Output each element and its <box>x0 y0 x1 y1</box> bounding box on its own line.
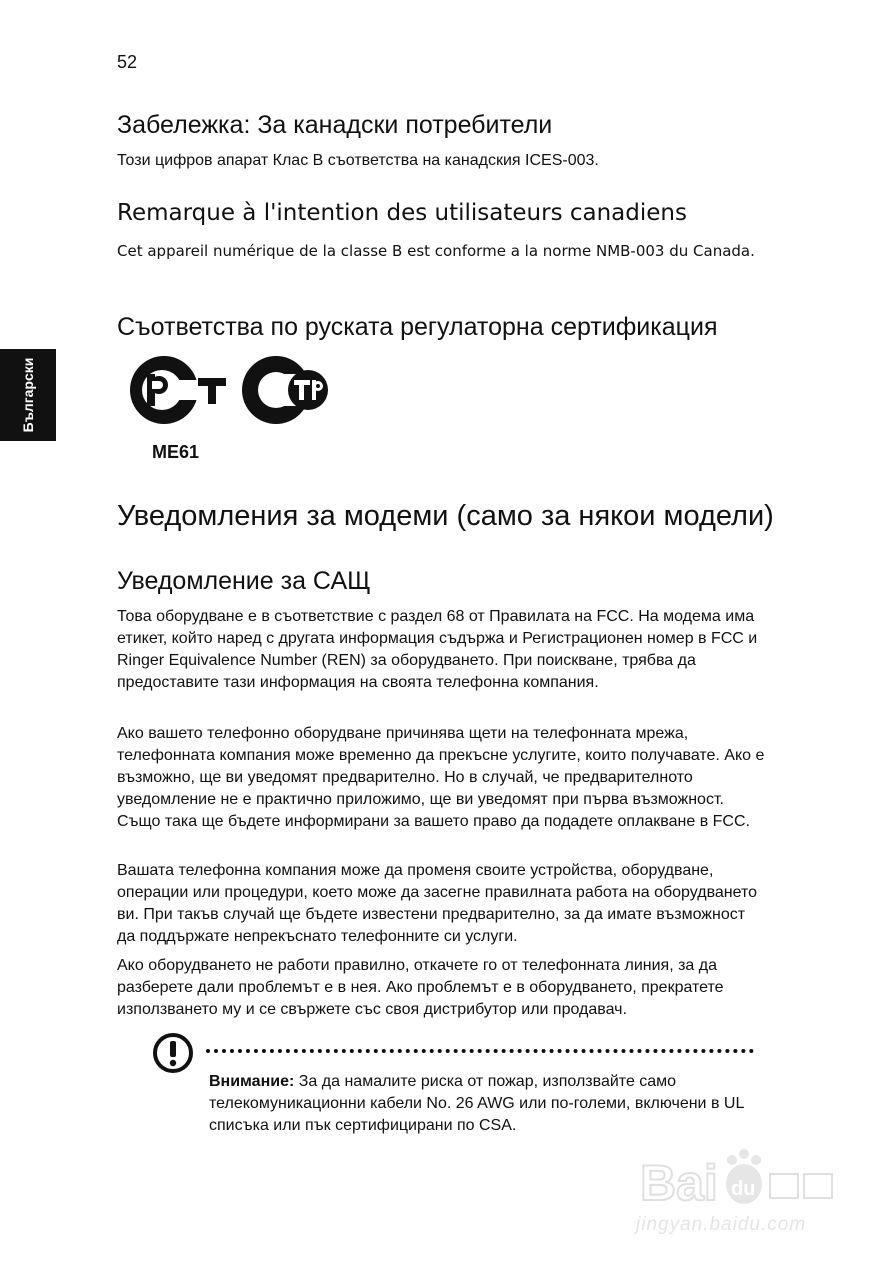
warning-divider <box>206 1049 754 1053</box>
warning-note <box>209 1071 754 1137</box>
usa-paragraph-2: Ако вашето телефонно оборудване причинява щети на телефонната мрежа, телефонната компания може временно да прекъсне услугите, които получавате. Ако е възможно, ще ви уведомят предварително. Но в случай, че предварителното уведомление не е практично приложимо, ще ви уведомят при първа възможност. Също така ще бъдете информирани за вашето право да подадете оплакване в FCC. <box>117 725 765 830</box>
canada-fr-heading: Remarque à l'intention des utilisateurs canadiens <box>117 200 687 226</box>
svg-text:Bai: Bai <box>640 1155 718 1210</box>
warning-icon <box>152 1032 194 1074</box>
side-tab-label: Български <box>20 357 36 433</box>
canada-fr-text: Cet appareil numérique de la classe B est conforme a la norme NMB-003 du Canada. <box>117 242 755 260</box>
usa-paragraph-3: Вашата телефонна компания може да променя своите устройства, оборудване, операции или процедури, което може да засегне правилната работа на оборудването ви. При такъв случай ще бъдете известени предварително, за да имате възможност да поддържате непрекъснато телефонните си услуги. <box>117 862 758 945</box>
svg-text:du: du <box>731 1178 756 1200</box>
canada-bg-text: Този цифров апарат Клас B съответства на канадския ICES-003. <box>117 152 599 169</box>
warning-label: Внимание: <box>209 1073 295 1090</box>
language-side-tab <box>0 349 56 441</box>
usa-paragraph-4: Ако оборудването не работи правилно, откачете го от телефонната линия, за да разберете дали проблемът е в нея. Ако проблемът е в оборудването, прекратете използването му и се свържете със своя дистрибутор или продавач. <box>117 957 724 1018</box>
usa-heading: Уведомление за САЩ <box>117 567 371 595</box>
gost-logo-icon <box>126 352 336 428</box>
usa-paragraph-1: Това оборудване е в съответствие с раздел 68 от Правилата на FCC. На модема има етикет, който наред с другата информация съдържа и Регистрационен номер в FCC и Ringer Equivalence Number (REN) за оборудването. При поискване, трябва да предоставите тази информация на своята телефонна компания. <box>117 608 758 691</box>
russian-cert-logos <box>126 352 336 433</box>
russian-cert-heading: Съответства по руската регулаторна сертификация <box>117 313 718 341</box>
canada-bg-heading: Забележка: За канадски потребители <box>117 111 553 139</box>
modem-heading: Уведомления за модеми (само за някои модели) <box>117 500 774 532</box>
warning-text: За да намалите риска от пожар, използвайте само телекомуникационни кабели No. 26 AWG или по-големи, включени в UL списъка или пък сертифицирани по CSA. <box>209 1073 744 1134</box>
page-number: 52 <box>117 52 138 72</box>
cert-code: ME61 <box>152 442 200 462</box>
baidu-watermark-icon <box>640 1140 840 1210</box>
watermark-url: jingyan.baidu.com <box>636 1214 807 1235</box>
